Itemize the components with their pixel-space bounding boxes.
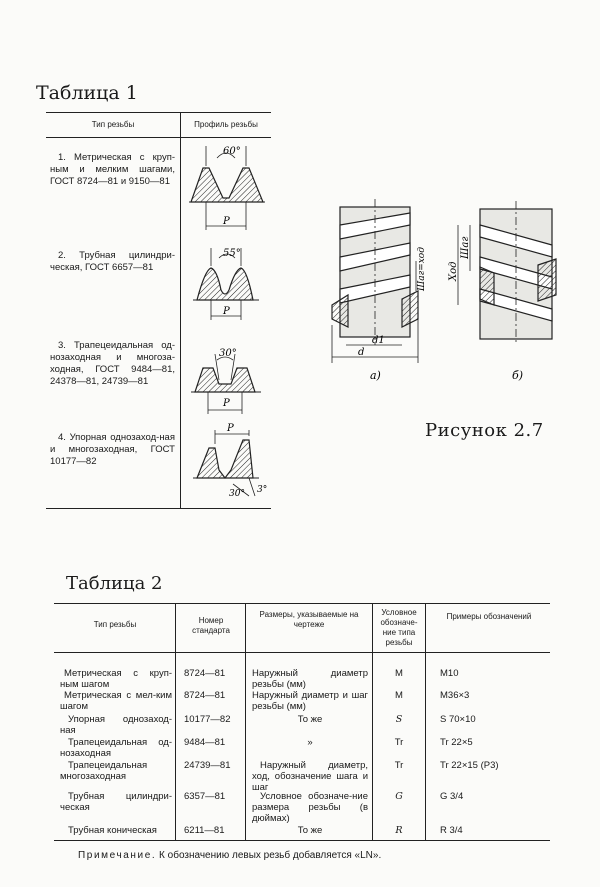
table2-row-2-standard: 8724—81 xyxy=(184,690,226,701)
profile3-pitch: P xyxy=(223,398,230,409)
table2-header-type: Тип резьбы xyxy=(93,620,137,629)
table2-row-7-sizes: То же xyxy=(297,825,323,836)
fig-label-a: а) xyxy=(370,369,381,382)
multi-start-screw-drawing xyxy=(448,201,556,382)
table2-row-7-symbol: R xyxy=(395,825,403,836)
table2-row-5-symbol: Tr xyxy=(394,760,404,771)
table1-row-3-type: 3. Трапецеидальная од-нозаходная и многоза-ходная, ГОСТ 9484—81, 24378—81, 24739—81 xyxy=(50,340,175,387)
profile1-angle: 60° xyxy=(223,146,241,157)
fig-label-lead: Ход xyxy=(448,261,459,281)
table2-row-7-type: Трубная коническая xyxy=(68,825,157,836)
table2-row-5-example: Tr 22×15 (P3) xyxy=(440,760,499,771)
table2-row-7-standard: 6211—81 xyxy=(184,825,225,836)
profile4-angle-3: 3° xyxy=(257,485,268,495)
screw-thread-figure xyxy=(320,195,580,395)
profile3-angle: 30° xyxy=(219,348,237,359)
table2-row-4-symbol: Tr xyxy=(394,737,404,748)
table2-row-6-sizes: Условное обозначе-ние размера резьбы (в дюймах) xyxy=(252,791,368,824)
fig-label-d: d xyxy=(358,347,365,358)
table2-row-3-type: Упорная однозаход-ная xyxy=(60,714,172,736)
table2-title: Таблица 2 xyxy=(66,573,163,594)
fig-label-b: б) xyxy=(512,369,524,382)
figure-caption: Рисунок 2.7 xyxy=(425,420,544,441)
table2-row-2-example: M36×3 xyxy=(440,690,470,701)
table2-row-5-type: Трапецеидальная многозаходная xyxy=(60,760,148,782)
note-text: К обозначению левых резьб добавляется «LN». xyxy=(159,850,382,861)
table2-row-4-standard: 9484—81 xyxy=(184,737,226,748)
table2-row-2-type: Метрическая с мел-ким шагом xyxy=(60,690,172,712)
table2-row-3-sizes: То же xyxy=(297,714,323,725)
table2-row-1-standard: 8724—81 xyxy=(184,668,226,679)
profile4-angle-30: 30° xyxy=(229,489,245,499)
trapezoidal-thread-profile xyxy=(191,348,261,414)
table1-header-type: Тип резьбы xyxy=(91,120,135,129)
fig-label-pitch-lead: Шаг=ход xyxy=(417,247,427,291)
metric-thread-profile xyxy=(189,146,265,230)
table2-row-3-symbol: S xyxy=(395,714,403,725)
table1-row-1-type: 1. Метрическая с круп-ным и мелким шагами, ГОСТ 8724—81 и 9150—81 xyxy=(50,152,175,187)
table2-divider-2 xyxy=(245,603,246,840)
profile4-pitch: P xyxy=(227,423,234,434)
table2-row-5-sizes: Наружный диаметр, ход, обозначение шага и шаг xyxy=(252,760,368,793)
table2-row-6-type: Трубная цилиндри-ческая xyxy=(60,791,172,813)
table2-row-7-example: R 3/4 xyxy=(440,825,463,836)
table1-header-profile: Профиль резьбы xyxy=(194,120,258,129)
table2-row-3-standard: 10177—82 xyxy=(184,714,231,725)
table2-header-sizes: Размеры, указываемые на чертеже xyxy=(259,610,359,629)
table2-top-rule xyxy=(54,603,550,604)
table2-row-1-sizes: Наружный диаметр резьбы (мм) xyxy=(252,668,368,690)
table1-title: Таблица 1 xyxy=(36,82,138,104)
table2-bottom-rule xyxy=(54,840,550,841)
profile2-pitch: P xyxy=(223,306,230,317)
table2-row-3-example: S 70×10 xyxy=(440,714,476,725)
table2-divider-3 xyxy=(372,603,373,840)
table2-row-4-example: Tr 22×5 xyxy=(440,737,473,748)
table2-row-5-standard: 24739—81 xyxy=(184,760,231,771)
table2-row-1-example: M10 xyxy=(440,668,459,679)
table1-row-4-type: 4. Упорная однозаход-ная и многозаходная, ГОСТ 10177—82 xyxy=(50,432,175,467)
table2-header-examples: Примеры обозначений xyxy=(446,612,532,621)
profile1-pitch: P xyxy=(223,216,230,227)
fig-label-d1: d1 xyxy=(372,335,385,346)
table2-row-6-symbol: G xyxy=(395,791,403,802)
fig-label-pitch: Шаг xyxy=(460,236,471,259)
buttress-thread-profile xyxy=(193,423,267,499)
table2-divider-4 xyxy=(425,603,426,840)
note-lead: Примечание. xyxy=(78,850,157,861)
single-start-screw-drawing xyxy=(332,199,427,382)
table2-row-6-standard: 6357—81 xyxy=(184,791,226,802)
table2-row-1-symbol: M xyxy=(395,668,403,679)
table1-top-rule xyxy=(46,112,271,113)
table1-header-rule xyxy=(46,137,271,138)
table1-row-2-type: 2. Трубная цилиндри-ческая, ГОСТ 6657—81 xyxy=(50,250,175,273)
table2-row-4-type: Трапецеидальная од-нозаходная xyxy=(60,737,172,759)
table2-row-4-sizes: » xyxy=(307,737,313,748)
table2-header-symbol: Условное обозначе-ние типа резьбы xyxy=(380,608,418,647)
table2-header-standard: Номер стандарта xyxy=(192,616,230,635)
table2-note xyxy=(78,850,381,861)
table1-bottom-rule xyxy=(46,508,271,509)
table2-row-1-type: Метрическая с круп-ным шагом xyxy=(60,668,172,690)
table1-column-divider xyxy=(180,112,181,508)
table2-divider-1 xyxy=(175,603,176,840)
table2-row-2-sizes: Наружный диаметр и шаг резьбы (мм) xyxy=(252,690,368,712)
table1-profiles xyxy=(183,140,271,506)
table2-header-rule xyxy=(54,652,550,653)
profile2-angle: 55° xyxy=(223,248,241,259)
table2-row-2-symbol: M xyxy=(395,690,403,701)
table2-row-6-example: G 3/4 xyxy=(440,791,464,802)
pipe-thread-profile xyxy=(193,248,259,320)
